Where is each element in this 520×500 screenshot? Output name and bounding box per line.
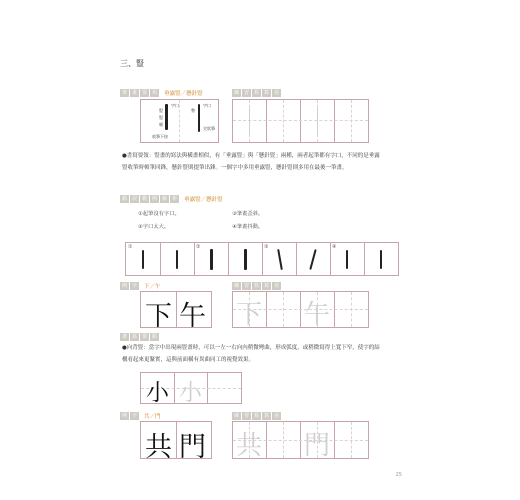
error-2: ②字口太大。 [138,224,170,230]
example-char: 小 [146,380,169,406]
practice-grid-2 [232,291,369,328]
block5-header [120,412,161,420]
chip: 點 [152,334,158,340]
chip: 習 [244,90,250,96]
chip: 誤 [132,196,138,202]
error-3: ③筆畫歪斜。 [232,211,264,217]
chip: 領 [152,90,158,96]
chip: 寫 [264,413,270,419]
block2-subtitle: 垂露豎／懸針豎 [184,197,223,203]
example-num: ② [196,244,201,250]
example-chars-2 [140,421,212,463]
chip: 範 [142,196,148,202]
chip: 習 [244,413,250,419]
chip: 寫 [264,90,270,96]
error-4: ④筆畫抖動。 [232,224,264,230]
example-char: 下 [145,301,172,332]
chip: 字 [132,283,138,289]
example-num: ① [128,244,133,250]
chip: 例 [122,413,128,419]
chip: 練 [234,283,240,289]
ghost-char: 小 [179,380,202,406]
error-1: ①起筆沒有字口。 [138,211,180,217]
chip: 筆 [122,90,128,96]
chip: 析 [172,196,178,202]
chip: 寫 [264,283,270,289]
practice-grid-3 [232,421,369,459]
chip: 寫 [254,413,260,419]
chip: 例 [152,196,158,202]
annotation: 勢 [191,108,195,113]
chip: 錯 [122,196,128,202]
paragraph-writing-tips: ●書寫要領：豎畫的寫法與橫畫相似，有「垂露豎」與「懸針豎」兩種，兩者起筆都有字口，不同的是垂露豎收筆時頓筆回鋒，懸針豎則提筆出鋒。一個字中多用垂露豎，懸針豎則多用在最後一筆畫。 [122,153,380,171]
vertical-stroke-1 [165,104,168,130]
example-char: 午 [179,301,206,332]
paragraph-back-to-back: ●向背豎：當字中出現兩豎畫時，可以一左一右向內稍微彎曲，形成弧度，或稍微寫得上寬下窄，使字的結構看起來更緊實，這與前面橫有異曲同工的視覺效果。 [122,345,380,363]
ghost-char: 門 [304,431,331,461]
chip: 寫 [254,283,260,289]
block1-practice-header [232,89,281,97]
example-num: ③ [264,244,269,250]
block5-subtitle: 共／門 [144,414,161,420]
example-char: 共 [145,432,172,463]
block3-practice-header [232,282,281,290]
example-chars-1 [140,291,212,332]
block1-subtitle: 垂露豎／懸針豎 [164,91,203,97]
error-examples [125,242,399,276]
chip: 解 [162,196,168,202]
ghost-char: 共 [236,431,263,461]
block2-header [120,195,223,203]
chip: 寫 [132,334,138,340]
chip: 字 [132,413,138,419]
ghost-char: 下 [236,300,263,330]
block1-header [120,89,203,97]
chip: 看 [274,90,280,96]
annotation: 字口 [203,103,211,108]
block4-header [120,333,159,341]
page-number: 25 [395,472,402,478]
section-title: 三、豎 [120,59,144,68]
ghost-char: 午 [304,300,331,330]
practice-grid-1 [232,99,369,143]
stroke-diagram [140,99,219,143]
block5-practice-header [232,412,281,420]
chip: 練 [234,413,240,419]
chip: 看 [274,283,280,289]
chip: 寫 [254,90,260,96]
chip: 習 [244,283,250,289]
example-char: 門 [179,432,206,463]
chip: 要 [142,90,148,96]
chip: 看 [274,413,280,419]
example-num: ④ [332,244,337,250]
chip: 例 [122,283,128,289]
chip: 書 [122,334,128,340]
chip: 練 [234,90,240,96]
annotation: 豎 [159,115,163,120]
annotation: 頓 [159,122,163,127]
annotation: 豎 [159,108,163,113]
example-chars-small [140,372,242,404]
annotation: 收筆下按 [152,134,168,139]
annotation: 字口 [171,103,179,108]
chip: 要 [142,334,148,340]
vertical-stroke-2 [198,104,200,132]
annotation: 尖狀筆 [203,126,215,131]
block3-subtitle: 下／午 [144,284,161,290]
block3-header [120,282,161,290]
chip: 畫 [132,90,138,96]
